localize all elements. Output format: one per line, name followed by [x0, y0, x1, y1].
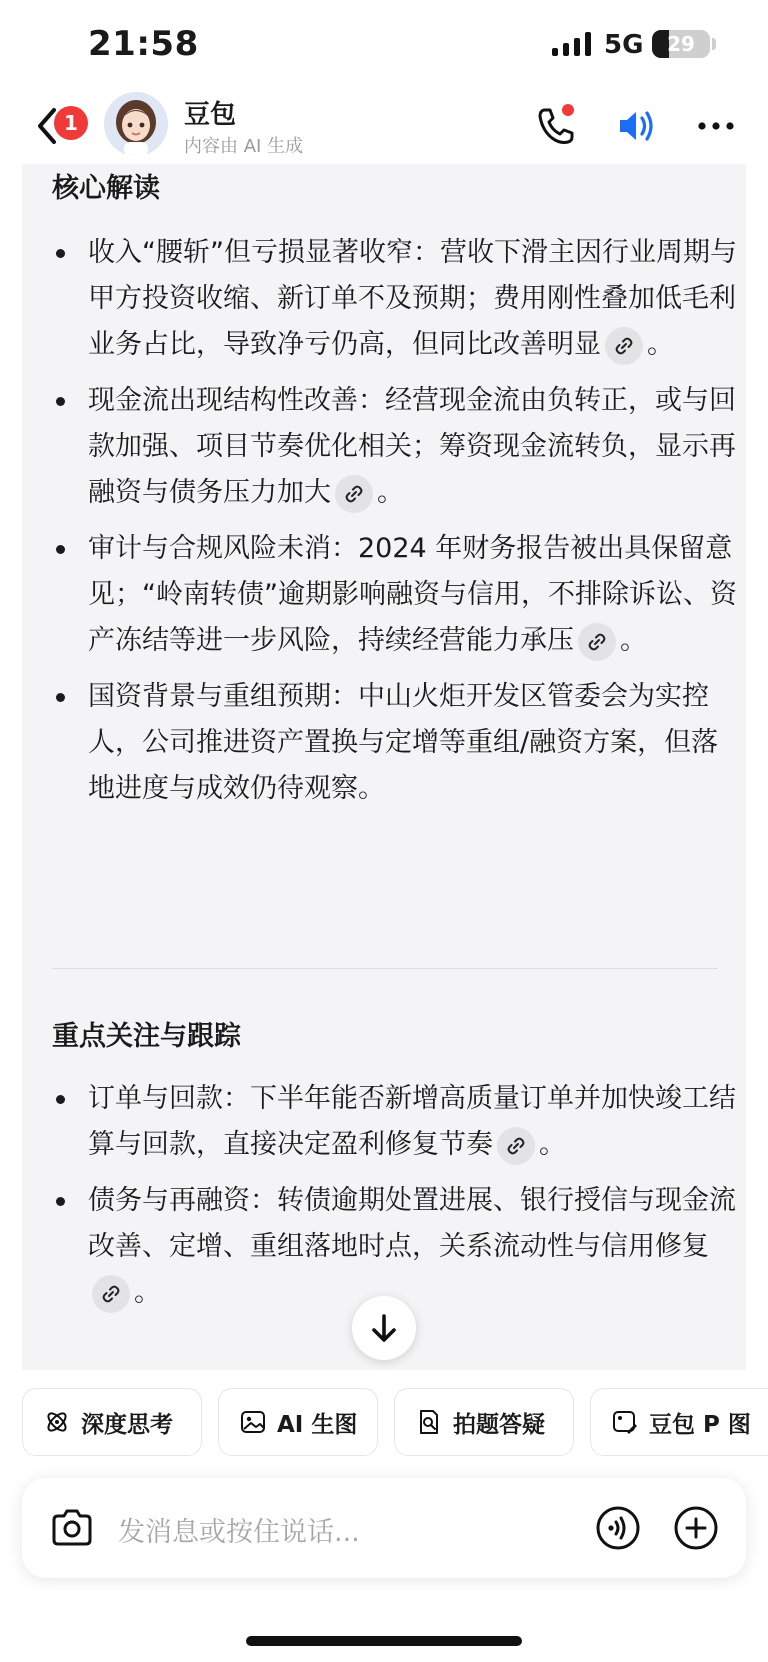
camera-icon[interactable]	[48, 1504, 96, 1552]
list-item	[52, 230, 742, 368]
bot-subtitle: 内容由 AI 生成	[184, 136, 304, 157]
home-indicator[interactable]	[246, 1636, 522, 1646]
list-item-text: 债务与再融资：转债逾期处置进展、银行授信与现金流改善、定增、重组落地时点，关系流动性与信用修复	[88, 1185, 736, 1262]
quick-action-deep-think[interactable]	[22, 1388, 202, 1456]
message-card	[22, 164, 746, 1370]
quick-action-label: 豆包 P 图	[649, 1411, 751, 1438]
list-item	[52, 526, 742, 664]
section-divider	[52, 968, 718, 969]
battery-tip	[712, 38, 716, 50]
battery-icon	[652, 30, 710, 58]
arrow-down-icon	[352, 1296, 416, 1360]
section-title: 重点关注与跟踪	[52, 1021, 241, 1052]
quick-action-photo-question[interactable]	[394, 1388, 574, 1456]
list-item-tail: 。	[377, 477, 404, 508]
avatar-image	[104, 92, 168, 156]
list-item-tail: 。	[647, 329, 674, 360]
list-item-text: 审计与合规风险未消：2024 年财务报告被出具保留意见；“岭南转债”逾期影响融资与信用，不排除诉讼、资产冻结等进一步风险，持续经营能力承压	[88, 533, 737, 656]
speaker-icon[interactable]	[612, 102, 660, 150]
status-time: 21:58	[88, 24, 199, 64]
network-label: 5G	[604, 30, 644, 60]
voice-icon[interactable]	[594, 1504, 642, 1552]
list-item-text: 收入“腰斩”但亏损显著收窄：营收下滑主因行业周期与甲方投资收缩、新订单不及预期；费用刚性叠加低毛利业务占比，导致净亏仍高，但同比改善明显	[88, 237, 737, 360]
plus-icon[interactable]	[672, 1504, 720, 1552]
message-input-bar	[22, 1478, 746, 1578]
source-link-icon[interactable]	[497, 1127, 535, 1165]
source-link-icon[interactable]	[92, 1275, 130, 1313]
list-item	[52, 674, 742, 812]
list-item-text: 订单与回款：下半年能否新增高质量订单并加快竣工结算与回款，直接决定盈利修复节奏	[88, 1083, 736, 1160]
source-link-icon[interactable]	[605, 327, 643, 365]
list-item-tail: 。	[539, 1129, 566, 1160]
list-item	[52, 1076, 742, 1168]
quick-action-photo-edit[interactable]	[590, 1388, 768, 1456]
bullet	[56, 397, 65, 406]
signal-icon	[552, 32, 592, 56]
bullet	[56, 545, 65, 554]
list-item-tail: 。	[620, 625, 647, 656]
source-link-icon[interactable]	[335, 475, 373, 513]
document-search-icon	[415, 1408, 443, 1436]
quick-actions-bar	[0, 1388, 768, 1456]
section1-list	[52, 230, 742, 822]
quick-action-label: 深度思考	[81, 1411, 173, 1438]
source-link-icon[interactable]	[578, 623, 616, 661]
message-input[interactable]: 发消息或按住说话...	[118, 1517, 360, 1548]
section2-list	[52, 1076, 742, 1326]
bullet	[56, 1197, 65, 1206]
status-bar	[0, 0, 768, 88]
list-item-text: 现金流出现结构性改善：经营现金流由负转正，或与回款加强、项目节奏优化相关；筹资现金流转负，显示再融资与债务压力加大	[88, 385, 736, 508]
list-item-tail: 。	[134, 1277, 161, 1308]
unread-badge: 1	[54, 106, 88, 140]
bot-name: 豆包	[184, 100, 237, 130]
bullet	[56, 693, 65, 702]
image-icon	[239, 1408, 267, 1436]
more-icon[interactable]	[692, 102, 740, 150]
photo-edit-icon	[611, 1408, 639, 1436]
battery-level: 29	[667, 32, 695, 56]
avatar[interactable]	[104, 92, 168, 156]
phone-notification-dot	[562, 104, 574, 116]
quick-action-label: AI 生图	[277, 1411, 358, 1438]
quick-action-label: 拍题答疑	[453, 1411, 545, 1438]
section-title: 核心解读	[52, 173, 160, 204]
bullet	[56, 249, 65, 258]
list-item-text: 国资背景与重组预期：中山火炬开发区管委会为实控人，公司推进资产置换与定增等重组/融资方案，但落地进度与成效仍待观察。	[88, 681, 719, 804]
chat-header	[0, 88, 768, 164]
atom-icon	[43, 1408, 71, 1436]
quick-action-ai-image[interactable]	[218, 1388, 378, 1456]
bullet	[56, 1095, 65, 1104]
scroll-down-button[interactable]	[352, 1296, 416, 1360]
list-item	[52, 378, 742, 516]
